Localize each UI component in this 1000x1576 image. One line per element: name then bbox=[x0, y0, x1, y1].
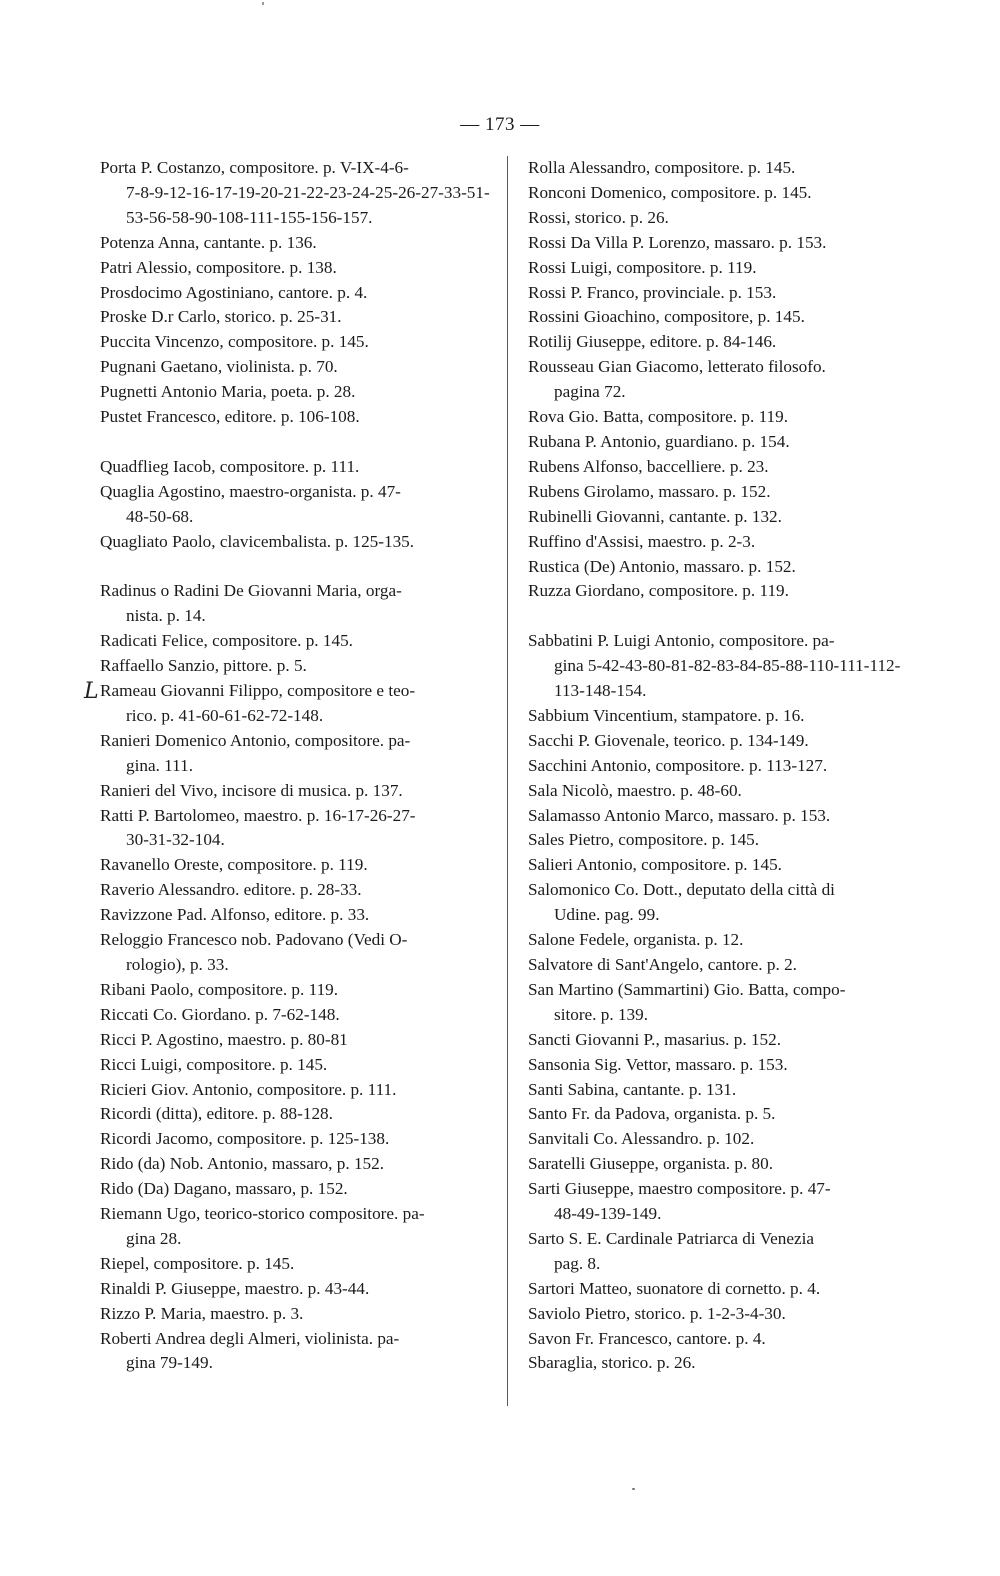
entry-line: Sarto S. E. Cardinale Patriarca di Venezia bbox=[528, 1228, 815, 1248]
entry-continuation-line: pag. 8. bbox=[554, 1253, 601, 1273]
index-entry bbox=[100, 1302, 482, 1327]
entry-line: Ranieri Domenico Antonio, compositore. pa- bbox=[100, 730, 411, 750]
index-entry bbox=[100, 281, 482, 306]
index-entry bbox=[528, 206, 920, 231]
entry-line: Rova Gio. Batta, compositore. p. 119. bbox=[528, 407, 789, 427]
index-entry bbox=[528, 1277, 920, 1302]
entry-line: Salamasso Antonio Marco, massaro. p. 153. bbox=[528, 805, 831, 825]
entry-line: Santo Fr. da Padova, organista. p. 5. bbox=[528, 1104, 776, 1124]
index-entry bbox=[528, 779, 920, 804]
entry-line: Raffaello Sanzio, pittore. p. 5. bbox=[100, 656, 307, 676]
index-entry bbox=[528, 480, 920, 505]
entry-line: Reloggio Francesco nob. Padovano (Vedi O- bbox=[100, 930, 408, 950]
index-entry bbox=[100, 1102, 482, 1127]
entry-continuation-line: 30-31-32-104. bbox=[126, 830, 225, 850]
entry-line: Salone Fedele, organista. p. 12. bbox=[528, 930, 744, 950]
entry-line: Rido (Da) Dagano, massaro, p. 152. bbox=[100, 1179, 348, 1199]
index-entry bbox=[528, 505, 920, 530]
index-entry bbox=[528, 804, 920, 829]
index-entry bbox=[100, 1028, 482, 1053]
entry-continuation-line: gina 5-42-43-80-81-82-83-84-85-88-110-111-112- bbox=[554, 656, 901, 676]
index-entry bbox=[100, 530, 482, 555]
entry-line: Sansonia Sig. Vettor, massaro. p. 153. bbox=[528, 1054, 788, 1074]
index-entry bbox=[528, 1102, 920, 1127]
index-entry bbox=[528, 878, 920, 928]
entry-line: Quadflieg Iacob, compositore. p. 111. bbox=[100, 456, 360, 476]
section-gap bbox=[528, 604, 920, 629]
entry-continuation-line: gina. 111. bbox=[126, 755, 193, 775]
index-entry bbox=[528, 305, 920, 330]
entry-line: Sabbium Vincentium, stampatore. p. 16. bbox=[528, 705, 805, 725]
section-gap bbox=[100, 430, 482, 455]
entry-line: Saviolo Pietro, storico. p. 1-2-3-4-30. bbox=[528, 1303, 786, 1323]
index-entry bbox=[100, 1177, 482, 1202]
entry-line: Rossini Gioachino, compositore, p. 145. bbox=[528, 307, 805, 327]
index-entry bbox=[100, 928, 482, 978]
entry-line: Raverio Alessandro. editore. p. 28-33. bbox=[100, 880, 362, 900]
index-entry bbox=[528, 455, 920, 480]
index-entry bbox=[100, 1202, 482, 1252]
entry-continuation-line: pagina 72. bbox=[554, 382, 626, 402]
index-entry bbox=[528, 1302, 920, 1327]
page-speck bbox=[262, 2, 264, 5]
index-entry bbox=[100, 305, 482, 330]
index-entry bbox=[100, 878, 482, 903]
entry-line: Rossi, storico. p. 26. bbox=[528, 207, 669, 227]
index-entry bbox=[100, 779, 482, 804]
entry-line: Ruffino d'Assisi, maestro. p. 2-3. bbox=[528, 531, 756, 551]
entry-line: Sabbatini P. Luigi Antonio, compositore. pa- bbox=[528, 631, 835, 651]
entry-line: Rolla Alessandro, compositore. p. 145. bbox=[528, 158, 796, 177]
index-entry bbox=[100, 256, 482, 281]
entry-line: Rossi Da Villa P. Lorenzo, massaro. p. 153. bbox=[528, 232, 827, 252]
entry-line: Ronconi Domenico, compositore. p. 145. bbox=[528, 182, 812, 202]
entry-line: Sala Nicolò, maestro. p. 48-60. bbox=[528, 780, 742, 800]
entry-continuation-line: 53-56-58-90-108-111-155-156-157. bbox=[126, 207, 373, 227]
index-entry bbox=[100, 1127, 482, 1152]
entry-line: Ranieri del Vivo, incisore di musica. p. 137. bbox=[100, 780, 403, 800]
index-entry bbox=[528, 729, 920, 754]
index-entry bbox=[528, 430, 920, 455]
entry-line: Rotilij Giuseppe, editore. p. 84-146. bbox=[528, 332, 777, 352]
entry-line: Rameau Giovanni Filippo, compositore e teo- bbox=[100, 681, 416, 700]
entry-line: Ricordi (ditta), editore. p. 88-128. bbox=[100, 1104, 333, 1124]
entry-continuation-line: Udine. pag. 99. bbox=[554, 905, 660, 925]
entry-line: Puccita Vincenzo, compositore. p. 145. bbox=[100, 332, 369, 352]
entry-continuation-line: gina 79-149. bbox=[126, 1353, 213, 1373]
entry-line: Pugnani Gaetano, violinista. p. 70. bbox=[100, 357, 338, 377]
index-entry bbox=[100, 480, 482, 530]
entry-line: Pustet Francesco, editore. p. 106-108. bbox=[100, 407, 360, 427]
entry-line: Salvatore di Sant'Angelo, cantore. p. 2. bbox=[528, 954, 797, 974]
index-entry bbox=[528, 1078, 920, 1103]
index-entry bbox=[100, 978, 482, 1003]
entry-line: Rustica (De) Antonio, massaro. p. 152. bbox=[528, 556, 796, 576]
index-entry bbox=[100, 579, 482, 629]
entry-line: Riemann Ugo, teorico-storico compositore. pa- bbox=[100, 1204, 425, 1224]
entry-line: Savon Fr. Francesco, cantore. p. 4. bbox=[528, 1328, 766, 1348]
index-entry bbox=[528, 1127, 920, 1152]
index-entry bbox=[528, 555, 920, 580]
index-entry bbox=[528, 828, 920, 853]
entry-continuation-line: 7-8-9-12-16-17-19-20-21-22-23-24-25-26-27-33-51- bbox=[126, 182, 490, 202]
entry-line: Ratti P. Bartolomeo, maestro. p. 16-17-26-27- bbox=[100, 805, 416, 825]
index-entry bbox=[100, 1053, 482, 1078]
entry-line: Sacchi P. Giovenale, teorico. p. 134-149. bbox=[528, 730, 809, 750]
entry-line: Porta P. Costanzo, compositore. p. V-IX-4-6- bbox=[100, 158, 409, 177]
entry-line: Rinaldi P. Giuseppe, maestro. p. 43-44. bbox=[100, 1278, 370, 1298]
entry-continuation-line: nista. p. 14. bbox=[126, 606, 206, 626]
index-entry bbox=[100, 1003, 482, 1028]
entry-line: Sancti Giovanni P., masarius. p. 152. bbox=[528, 1029, 782, 1049]
index-column-right bbox=[528, 156, 920, 1376]
entry-line: Rubens Girolamo, massaro. p. 152. bbox=[528, 481, 771, 501]
entry-line: Salieri Antonio, compositore. p. 145. bbox=[528, 855, 782, 875]
index-entry bbox=[528, 579, 920, 604]
entry-line: Rossi P. Franco, provinciale. p. 153. bbox=[528, 282, 777, 302]
index-column-left bbox=[84, 156, 490, 1376]
entry-line: Sales Pietro, compositore. p. 145. bbox=[528, 830, 760, 850]
index-entry bbox=[100, 1252, 482, 1277]
entry-line: Rossi Luigi, compositore. p. 119. bbox=[528, 257, 757, 277]
index-entry bbox=[528, 953, 920, 978]
index-entry bbox=[100, 729, 482, 779]
index-entry bbox=[528, 231, 920, 256]
index-entry bbox=[528, 355, 920, 405]
index-entry bbox=[528, 629, 920, 704]
index-entry bbox=[100, 380, 482, 405]
index-entry bbox=[528, 1227, 920, 1277]
index-entry bbox=[100, 654, 482, 679]
index-entry bbox=[528, 1028, 920, 1053]
index-entry bbox=[528, 330, 920, 355]
page-speck bbox=[632, 1488, 635, 1490]
entry-line: Riepel, compositore. p. 145. bbox=[100, 1253, 295, 1273]
entry-continuation-line: sitore. p. 139. bbox=[554, 1004, 649, 1024]
entry-line: Rido (da) Nob. Antonio, massaro, p. 152. bbox=[100, 1154, 385, 1174]
entry-line: Proske D.r Carlo, storico. p. 25-31. bbox=[100, 307, 342, 327]
index-entry bbox=[528, 853, 920, 878]
index-entry bbox=[528, 1351, 920, 1376]
entry-line: Radinus o Radini De Giovanni Maria, orga- bbox=[100, 581, 402, 601]
entry-line: Ribani Paolo, compositore. p. 119. bbox=[100, 979, 339, 999]
entry-line: Rousseau Gian Giacomo, letterato filosofo. bbox=[528, 357, 826, 377]
entry-continuation-line: 48-49-139-149. bbox=[554, 1204, 662, 1224]
entry-continuation-line: 48-50-68. bbox=[126, 506, 194, 526]
section-gap bbox=[100, 554, 482, 579]
entry-line: Salomonico Co. Dott., deputato della città di bbox=[528, 880, 835, 900]
entry-line: Radicati Felice, compositore. p. 145. bbox=[100, 631, 353, 651]
entry-line: Rubinelli Giovanni, cantante. p. 132. bbox=[528, 506, 782, 526]
entry-line: Ruzza Giordano, compositore. p. 119. bbox=[528, 581, 789, 601]
page-number: — 173 — bbox=[460, 114, 540, 135]
index-entry bbox=[528, 1152, 920, 1177]
index-entry bbox=[100, 231, 482, 256]
entry-line: Sanvitali Co. Alessandro. p. 102. bbox=[528, 1129, 755, 1149]
entry-continuation-line: rico. p. 41-60-61-62-72-148. bbox=[126, 705, 324, 725]
index-entry bbox=[528, 1053, 920, 1078]
index-entry bbox=[528, 1327, 920, 1352]
index-entry bbox=[100, 853, 482, 878]
entry-line: Rubana P. Antonio, guardiano. p. 154. bbox=[528, 431, 790, 451]
entry-line: Roberti Andrea degli Almeri, violinista. pa- bbox=[100, 1328, 400, 1348]
index-entry bbox=[100, 629, 482, 654]
entry-line: Potenza Anna, cantante. p. 136. bbox=[100, 232, 317, 252]
index-entry bbox=[528, 754, 920, 779]
entry-line: Rizzo P. Maria, maestro. p. 3. bbox=[100, 1303, 304, 1323]
index-entry bbox=[528, 704, 920, 729]
entry-line: Saratelli Giuseppe, organista. p. 80. bbox=[528, 1154, 774, 1174]
index-entry bbox=[100, 405, 482, 430]
margin-mark: L bbox=[84, 679, 99, 704]
index-entry bbox=[100, 1078, 482, 1103]
entry-line: Patri Alessio, compositore. p. 138. bbox=[100, 257, 337, 277]
entry-line: Ricci P. Agostino, maestro. p. 80-81 bbox=[100, 1029, 348, 1049]
index-entry bbox=[528, 405, 920, 430]
index-entry bbox=[100, 1152, 482, 1177]
index-entry bbox=[100, 1277, 482, 1302]
index-entry bbox=[100, 156, 490, 231]
index-entry bbox=[528, 256, 920, 281]
index-entry bbox=[100, 804, 482, 854]
entry-line: Sacchini Antonio, compositore. p. 113-127. bbox=[528, 755, 828, 775]
index-entry bbox=[528, 928, 920, 953]
entry-line: Quaglia Agostino, maestro-organista. p. 47- bbox=[100, 481, 401, 501]
index-entry bbox=[528, 156, 920, 181]
entry-line: Ricordi Jacomo, compositore. p. 125-138. bbox=[100, 1129, 390, 1149]
index-entry bbox=[100, 903, 482, 928]
entry-line: Ricieri Giov. Antonio, compositore. p. 111. bbox=[100, 1079, 397, 1099]
entry-line: Pugnetti Antonio Maria, poeta. p. 28. bbox=[100, 382, 356, 402]
index-entry bbox=[100, 355, 482, 380]
index-entry bbox=[100, 330, 482, 355]
column-divider bbox=[507, 156, 508, 1406]
index-entry bbox=[84, 679, 482, 729]
entry-line: Ravanello Oreste, compositore. p. 119. bbox=[100, 855, 368, 875]
entry-continuation-line: gina 28. bbox=[126, 1228, 182, 1248]
index-entry bbox=[528, 530, 920, 555]
entry-continuation-line: 113-148-154. bbox=[554, 681, 647, 701]
entry-continuation-line: rologio), p. 33. bbox=[126, 954, 229, 974]
entry-line: Riccati Co. Giordano. p. 7-62-148. bbox=[100, 1004, 340, 1024]
index-entry bbox=[528, 281, 920, 306]
index-entry bbox=[528, 978, 920, 1028]
entry-line: Prosdocimo Agostiniano, cantore. p. 4. bbox=[100, 282, 368, 302]
entry-line: Santi Sabina, cantante. p. 131. bbox=[528, 1079, 737, 1099]
entry-line: Quagliato Paolo, clavicembalista. p. 125-135. bbox=[100, 531, 415, 551]
entry-line: Ricci Luigi, compositore. p. 145. bbox=[100, 1054, 328, 1074]
index-entry bbox=[528, 1177, 920, 1227]
entry-line: Sarti Giuseppe, maestro compositore. p. 47- bbox=[528, 1179, 831, 1199]
index-entry bbox=[528, 181, 920, 206]
entry-line: Sbaraglia, storico. p. 26. bbox=[528, 1353, 696, 1373]
entry-line: Ravizzone Pad. Alfonso, editore. p. 33. bbox=[100, 905, 370, 925]
entry-line: San Martino (Sammartini) Gio. Batta, compo- bbox=[528, 979, 846, 999]
entry-line: Rubens Alfonso, baccelliere. p. 23. bbox=[528, 456, 769, 476]
entry-line: Sartori Matteo, suonatore di cornetto. p. 4. bbox=[528, 1278, 821, 1298]
index-entry bbox=[100, 455, 482, 480]
index-entry bbox=[100, 1327, 482, 1377]
